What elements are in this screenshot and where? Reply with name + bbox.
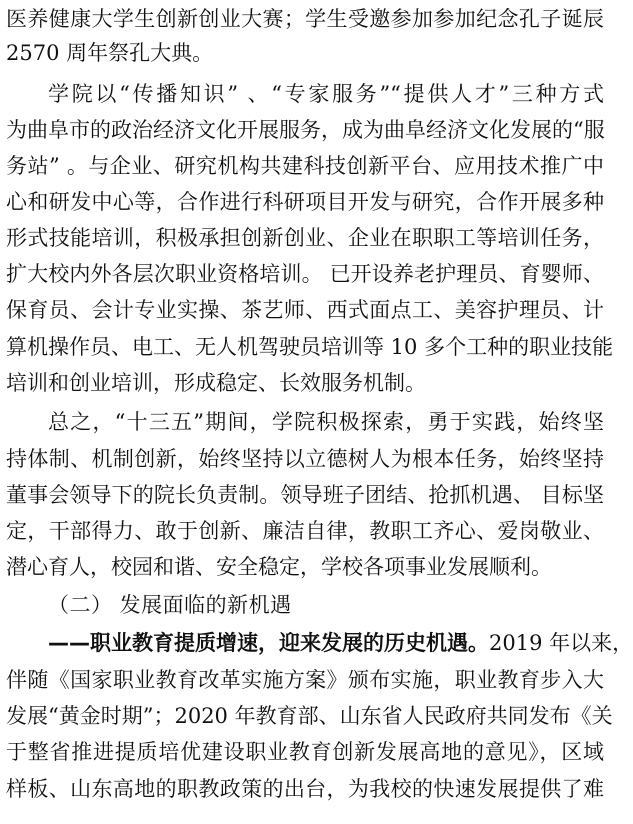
text-line-15: 定，干部得力、敢于创新、廉洁自律，教职工齐心、爱岗敬业、 <box>6 519 604 543</box>
text-line-16: 潜心育人，校园和谐、安全稳定，学校各项事业发展顺利。 <box>6 555 552 579</box>
text-line-20: 发展“黄金时期”；2020 年教育部、山东省人民政府共同发布《关 <box>6 704 613 728</box>
text-line-22: 样板、山东高地的职教政策的出台，为我校的快速发展提供了难 <box>6 777 604 801</box>
text-line-9: 保育员、会计专业实操、茶艺师、西式面点工、美容护理员、计 <box>6 298 604 322</box>
text-line-6: 心和研发中心等，合作进行科研项目开发与研究，合作开展多种 <box>6 190 604 214</box>
text-line-19: 伴随《国家职业教育改革实施方案》颁布实施，职业教育步入大 <box>6 668 604 692</box>
text-line-21: 于整省推进提质培优建设职业教育创新发展高地的意见》，区域 <box>6 740 604 764</box>
text-line-3: 学院以“传播知识” 、“专家服务”“提供人才”三种方式 <box>48 82 604 106</box>
text-line-1: 医养健康大学生创新创业大赛；学生受邀参加参加纪念孔子诞辰 <box>6 7 604 31</box>
text-line-2: 2570 周年祭孔大典。 <box>6 41 214 65</box>
text-line-10: 算机操作员、电工、无人机驾驶员培训等 10 多个工种的职业技能 <box>6 335 614 359</box>
text-line-12: 总之，“十三五”期间，学院积极探索，勇于实践，始终坚 <box>48 410 604 434</box>
text-line-18-tail: 2019 年以来， <box>489 631 633 655</box>
text-line-11: 培训和创业培训，形成稳定、长效服务机制。 <box>6 371 426 395</box>
text-line-18 <box>48 628 633 658</box>
text-line-7: 形式技能培训，积极承担创新创业、企业在职职工等培训任务， <box>6 226 604 250</box>
text-line-14: 董事会领导下的院长负责制。领导班子团结、抢抓机遇、 目标坚 <box>6 483 604 507</box>
text-line-13: 持体制、机制创新，始终坚持以立德树人为根本任务，始终坚持 <box>6 447 604 471</box>
bold-lead: ——职业教育提质增速，迎来发展的历史机遇。 <box>48 631 489 655</box>
text-line-5: 务站” 。与企业、研究机构共建科技创新平台、应用技术推广中 <box>6 154 604 178</box>
text-line-8: 扩大校内外各层次职业资格培训。 已开设养老护理员、育婴师、 <box>6 262 604 286</box>
text-line-4: 为曲阜市的政治经济文化开展服务，成为曲阜经济文化发展的“服 <box>6 118 605 142</box>
section-heading: （二） 发展面临的新机遇 <box>48 593 292 617</box>
